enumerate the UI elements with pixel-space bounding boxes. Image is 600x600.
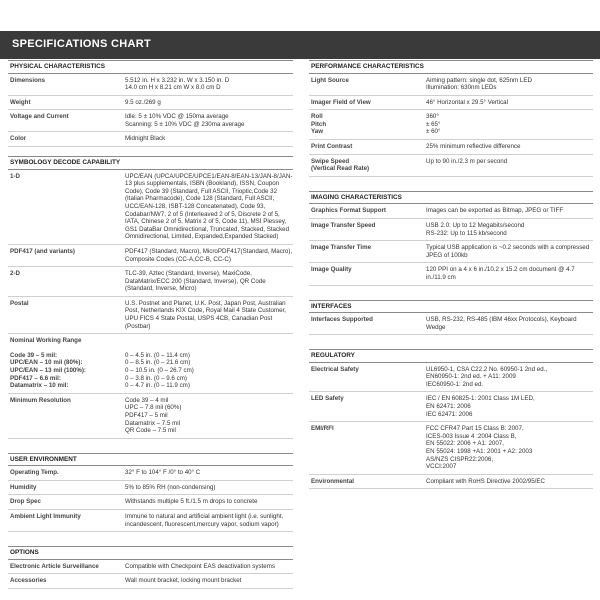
spec-value: TLC-39, Aztec (Standard, Inverse), MaxiCode, DataMatrix/ECC 200 (Standard, Inverse), QR Code (Standard, Inverse, Micro) (125, 270, 266, 293)
range-label: UPC/EAN – 13 mil (100%): (10, 367, 86, 375)
spec-row (8, 96, 293, 111)
range-value: 0 – 3.8 in. (0 – 9.6 cm) (125, 374, 187, 382)
spec-row (309, 241, 593, 263)
spec-value: PDF417 (Standard, Macro), MicroPDF417(Standard, Macro), Composite Codes (CC-A,CC-B, CC-C) (125, 247, 293, 263)
spec-label: Nominal Working Range (10, 337, 82, 345)
range-value: 0 – 4.7 in. (0 – 11.9 cm) (125, 382, 190, 390)
range-label: Datamatrix – 10 mil: (10, 382, 69, 390)
spec-label: Dimensions (10, 76, 46, 84)
spec-value: FCC CFR47 Part 15 Class B: 2007, ICES-003 Issue 4 :2004 Class B, EN 55022: 2006 + A1: 2007, EN 55024: 1998 +A1: 2001 + A2: 2003 AS/NZS CISPR22:2006, VCCI:2007 (426, 425, 533, 471)
section-heading-symbology: SYMBOLOGY DECODE CAPABILITY (8, 156, 293, 170)
spec-value: UPC/EAN (UPCA/UPCE/UPCE1/EAN-8/EAN-13/JAN-8/JAN-13 plus supplementals, ISBN (Bookland), ISSN, Coupon Code), Code 39 (Standard, Full ASCII, Trioptic,Code 32 (Italian Pharmacode), Code 128 (Standard, Full ASCII, UCC/EAN-128, ISBT-128 Concatenated), Code 93, Codabar/NW7, 2 of 5 (Interleaved 2 of 5, Discrete 2 of 5, IATA, Chinese 2 of 5, Matrix 2 of 5, Code 11), MSI Plessey, GS1 DataBar Omnidirectional, Truncated, Stacked, Stacked Omnidirectional, Limited, Expanded,Expanded Stacked) (125, 172, 293, 241)
spec-value: Midnight Black (125, 135, 166, 143)
spec-label: Image Transfer Speed (311, 221, 376, 229)
spec-label: Humidity (10, 483, 37, 491)
section-heading-physical: PHYSICAL CHARACTERISTICS (8, 60, 293, 74)
spec-row (309, 422, 593, 475)
specifications-header (0, 31, 600, 59)
spec-label: LED Safety (311, 395, 344, 403)
spec-row (309, 313, 593, 335)
spec-value: 120 PPI on a 4 x 6 in./10.2 x 15.2 cm document @ 4.7 in./11.9 cm (426, 266, 575, 281)
range-value: 0 – 8.5 in. (0 – 21.6 cm) (125, 359, 191, 367)
spec-value: 25% minimum reflective difference (426, 143, 521, 151)
range-value: 0 – 10.5 in. (0 – 26.7 cm) (125, 367, 194, 375)
spec-row (309, 475, 593, 490)
spec-label: Voltage and Current (10, 113, 69, 121)
spec-row (8, 110, 293, 132)
spec-row (8, 466, 293, 481)
spec-label: Light Source (311, 76, 349, 84)
spec-label: Electronic Article Surveillance (10, 562, 99, 570)
spec-row (309, 155, 593, 177)
spec-label: Operating Temp. (10, 469, 59, 477)
right-column (309, 60, 593, 489)
spec-value: Wall mount bracket, locking mount bracket (125, 577, 242, 585)
spec-value: Immune to natural and artificial ambient light (i.e. sunlight, incandescent, fluorescent,mercury vapor, sodium vapor) (125, 513, 284, 528)
spec-row (8, 510, 293, 532)
spec-value: Up to 90 in./2.3 m per second (426, 157, 508, 165)
range-label: UPC/EAN – 10 mil (80%): (10, 359, 83, 367)
spec-label: EMI/RFI (311, 425, 334, 433)
spec-label: Swipe Speed (Vertical Read Rate) (311, 157, 370, 173)
section-heading-performance: PERFORMANCE CHARACTERISTICS (309, 60, 593, 74)
spec-value: USB, RS-232, RS-485 (IBM 46xx Protocols), Keyboard Wedge (426, 316, 577, 331)
section-heading-options: OPTIONS (8, 546, 293, 560)
spec-row (8, 560, 293, 575)
spec-row (8, 574, 293, 589)
spec-value: Code 39 – 4 mil UPC – 7.8 mil (60%) PDF417 – 5 mil Datamatrix – 7.5 mil QR Code – 7.5 mil (125, 396, 182, 435)
spec-label: Interfaces Supported (311, 316, 373, 323)
range-label: Code 39 – 5 mil: (10, 351, 58, 359)
range-list (10, 352, 293, 390)
spec-value: Aiming pattern: single dot, 625nm LED Illumination: 630nm LEDs (426, 76, 532, 92)
spec-label: Image Quality (311, 266, 352, 274)
range-labels (10, 352, 125, 390)
spec-value: U.S. Postnet and Planet, U.K. Post, Japan Post, Australian Post, Netherlands KIX Code, Royal Mail 4 State Customer, UPU FICS 4 State Postal, USPS 4CB, Canadian Post (Postbar) (125, 299, 286, 330)
spec-label: PDF417 (and variants) (10, 247, 75, 255)
spec-value: IEC / EN 60825-1: 2001 Class 1M LED, EN 62471: 2006 IEC 62471: 2006 (426, 395, 535, 418)
spec-label: Imager Field of View (311, 98, 371, 106)
page-title: SPECIFICATIONS CHART (12, 38, 152, 50)
spec-value: Withstands multiple 5 ft./1.5 m drops to concrete (125, 498, 258, 506)
spec-label: Accessories (10, 577, 47, 585)
spec-value: Images can be exported as Bitmap, JPEG or TIFF (426, 207, 564, 215)
spec-label: Minimum Resolution (10, 396, 71, 404)
spec-value: 32° F to 104° F /0° to 40° C (125, 469, 201, 477)
left-column (8, 60, 293, 589)
spec-value: 5.512 in. H x 3.232 in. W x 3.150 in. D 14.0 cm H x 8.21 cm W x 8.0 cm D (125, 76, 230, 92)
spec-label: Print Contrast (311, 143, 353, 151)
spec-label: Environmental (311, 477, 354, 485)
nominal-working-range (8, 334, 293, 394)
spec-row (8, 267, 293, 297)
spec-label: Color (10, 135, 27, 143)
spec-row (309, 219, 593, 241)
spec-value: 360° ± 65° ± 60° (426, 113, 441, 136)
spec-row (8, 481, 293, 496)
spec-value: 46° Horizontal x 29.5° Vertical (426, 98, 508, 106)
spec-value: Idle: 5 ± 10% VDC @ 150ma average Scanning: 5 ± 10% VDC @ 230ma average (125, 113, 245, 128)
section-heading-imaging: IMAGING CHARACTERISTICS (309, 191, 593, 205)
spec-label: Postal (10, 299, 29, 307)
spec-label: Drop Spec (10, 498, 41, 506)
spec-value: 9.5 oz./269 g (125, 98, 161, 106)
spec-row (309, 392, 593, 422)
spec-row (309, 140, 593, 155)
section-heading-regulatory: REGULATORY (309, 349, 593, 363)
spec-value: 5% to 85% RH (non-condensing) (125, 483, 216, 491)
spec-label: Roll Pitch Yaw (311, 113, 327, 136)
spec-value: Compliant with RoHS Directive 2002/95/EC (426, 477, 545, 485)
spec-row (8, 74, 293, 96)
spec-row (8, 170, 293, 245)
spec-row (8, 495, 293, 510)
spec-row (8, 394, 293, 439)
spec-label: Image Transfer Time (311, 244, 372, 252)
spec-label: Weight (10, 98, 31, 106)
spec-row (309, 263, 593, 285)
spec-label: Ambient Light Immunity (10, 513, 81, 521)
range-values (125, 352, 293, 390)
spec-row (8, 245, 293, 267)
spec-label: Graphics Format Support (311, 207, 386, 215)
section-heading-user-environment: USER ENVIRONMENT (8, 453, 293, 467)
spec-label: 1-D (10, 172, 20, 180)
spec-row (309, 96, 593, 111)
spec-value: Compatible with Checkpoint EAS deactivation systems (125, 562, 275, 570)
spec-label: Electrical Safety (311, 365, 359, 373)
spec-value: UL6950-1, CSA C22.2 No. 60950-1 2nd ed., EN60950-1: 2nd ed. + A11: 2009 IEC60950-1: 2nd ed. (426, 365, 548, 388)
spec-label: 2-D (10, 270, 20, 278)
spec-row (8, 132, 293, 147)
range-value: 0 – 4.5 in. (0 – 11.4 cm) (125, 351, 190, 359)
spec-value: USB 2.0: Up to 12 Megabits/second RS-232: Up to 115 kb/second (426, 221, 525, 237)
spec-row (309, 204, 593, 219)
spec-row (309, 74, 593, 96)
spec-row (309, 110, 593, 140)
spec-row (8, 297, 293, 334)
spec-value: Typical USB application is ~0.2 seconds with a compressed JPEG of 100kb (426, 244, 590, 259)
range-label: PDF417 – 6.6 mil: (10, 374, 61, 382)
spec-row (309, 363, 593, 393)
section-heading-interfaces: INTERFACES (309, 300, 593, 314)
